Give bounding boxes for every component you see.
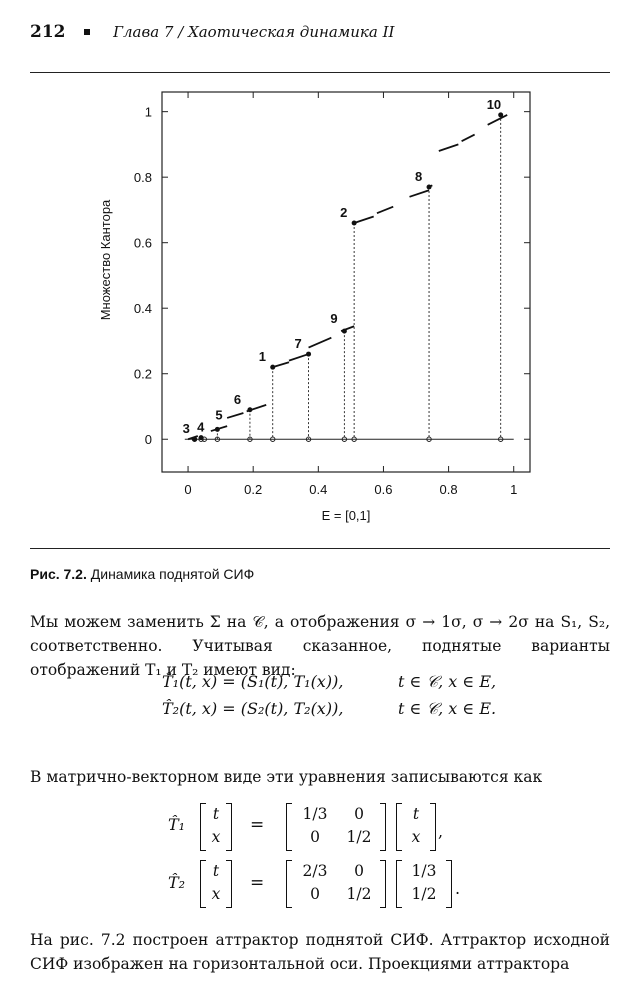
page-header: [30, 22, 611, 46]
attractor-segment: [410, 190, 430, 197]
paragraph-3: На рис. 7.2 построен аттрактор поднятой СИФ. Аттрактор исходной СИФ изображен на горизонтальной оси. Проекциями аттрактора: [30, 931, 610, 973]
matrix-cell: 2/3: [302, 862, 328, 880]
y-tick-label: 0.6: [133, 235, 152, 251]
attractor-point: [192, 437, 197, 442]
matrix-2: [286, 860, 386, 908]
matrix-cell: 0: [310, 885, 320, 903]
vector-cell: 1/2: [411, 885, 437, 903]
page-number: 212: [30, 22, 66, 42]
point-label: 10: [486, 96, 502, 112]
attractor-segment: [488, 115, 508, 125]
attractor-point: [215, 427, 220, 432]
x-tick-label: 0: [184, 482, 192, 497]
top-rule: [30, 72, 610, 73]
attractor-segment: [227, 413, 243, 418]
attractor-chart: [0, 78, 641, 548]
vector-cell: x: [411, 828, 421, 846]
vector-cell: t: [412, 805, 420, 823]
caption-label: Рис. 7.2.: [30, 566, 87, 582]
punctuation: ,: [438, 822, 444, 841]
y-tick-label: 0.8: [133, 170, 152, 186]
x-tick-label: 0.4: [309, 482, 328, 497]
attractor-segment: [289, 354, 309, 361]
attractor-segment: [377, 207, 393, 214]
attractor-segment: [309, 338, 332, 348]
y-tick-label: 0.4: [133, 301, 152, 317]
plot-area: [98, 92, 530, 523]
y-tick-label: 1: [144, 104, 152, 120]
matrix-cell: 0: [354, 862, 364, 880]
matrix-cell: 1/2: [346, 828, 372, 846]
x-tick-label: 0.8: [439, 482, 458, 497]
attractor-segment: [439, 144, 459, 151]
attractor-segment: [354, 216, 374, 223]
attractor-point: [247, 407, 252, 412]
x-axis-label: E = [0,1]: [321, 508, 371, 523]
x-tick-label: 0.6: [374, 482, 393, 497]
vector-cell: x: [211, 828, 221, 846]
point-label: 7: [294, 336, 302, 352]
attractor-point: [498, 112, 503, 117]
equation-1-rhs: t ∈ 𝒞, x ∈ E,: [398, 672, 497, 691]
vector-right-2: [396, 860, 452, 908]
point-label: 4: [197, 419, 205, 435]
point-label: 5: [215, 407, 223, 423]
chapter-title: Глава 7 / Хаотическая динамика II: [113, 23, 395, 41]
point-label: 1: [258, 349, 266, 365]
equation-2-rhs: t ∈ 𝒞, x ∈ E.: [398, 699, 497, 718]
attractor-point: [270, 365, 275, 370]
attractor-point: [342, 329, 347, 334]
attractor-segment: [273, 362, 289, 367]
vector-cell: x: [211, 885, 221, 903]
equals-sign: =: [250, 873, 265, 893]
y-axis-label: Множество Кантора: [98, 199, 113, 321]
attractor-point: [352, 221, 357, 226]
paragraph-1: Мы можем заменить Σ на 𝒞, а отображения σ → 1σ, σ → 2σ на S₁, S₂, соответственно. Учитывая сказанное, поднятые варианты отображений T₁ и T₂ имеют вид:: [30, 613, 610, 679]
matrix-cell: 1/2: [346, 885, 372, 903]
operator-t2-hat: T̂₂: [168, 873, 186, 892]
equation-2-lhs: T̂₂(t, x) = (S₂(t), T₂(x)),: [162, 699, 344, 718]
point-label: 2: [340, 205, 348, 221]
matrix-cell: 0: [354, 805, 364, 823]
x-tick-label: 1: [510, 482, 518, 497]
equals-sign: =: [250, 815, 265, 835]
figure-rule: [30, 548, 610, 549]
point-label: 8: [415, 169, 423, 184]
equation-1-lhs: T̂₁(t, x) = (S₁(t), T₁(x)),: [162, 672, 344, 691]
vector-cell: t: [212, 862, 220, 880]
paragraph-2: В матрично-векторном виде эти уравнения записываются как: [30, 768, 543, 786]
vector-cell: t: [212, 805, 220, 823]
figure-caption: [30, 566, 254, 582]
point-label: 6: [233, 391, 242, 407]
bullet-icon: [84, 29, 90, 35]
vector-left-1: [200, 803, 232, 851]
vector-left-2: [200, 860, 232, 908]
point-label: 3: [182, 421, 190, 437]
operator-t1-hat: T̂₁: [168, 815, 186, 834]
y-tick-label: 0: [144, 432, 152, 448]
matrix-cell: 0: [310, 828, 320, 846]
vector-cell: 1/3: [411, 862, 437, 880]
attractor-point: [306, 352, 311, 357]
punctuation: .: [455, 879, 461, 898]
point-label: 9: [330, 311, 338, 327]
matrix-cell: 1/3: [302, 805, 328, 823]
attractor-segment: [462, 135, 475, 142]
x-tick-label: 0.2: [244, 482, 263, 497]
attractor-point: [199, 435, 204, 440]
attractor-point: [427, 185, 432, 190]
y-tick-label: 0.2: [133, 366, 152, 382]
vector-right-1: [396, 803, 436, 851]
caption-text: Динамика поднятой СИФ: [86, 566, 255, 582]
matrix-1: [286, 803, 386, 851]
